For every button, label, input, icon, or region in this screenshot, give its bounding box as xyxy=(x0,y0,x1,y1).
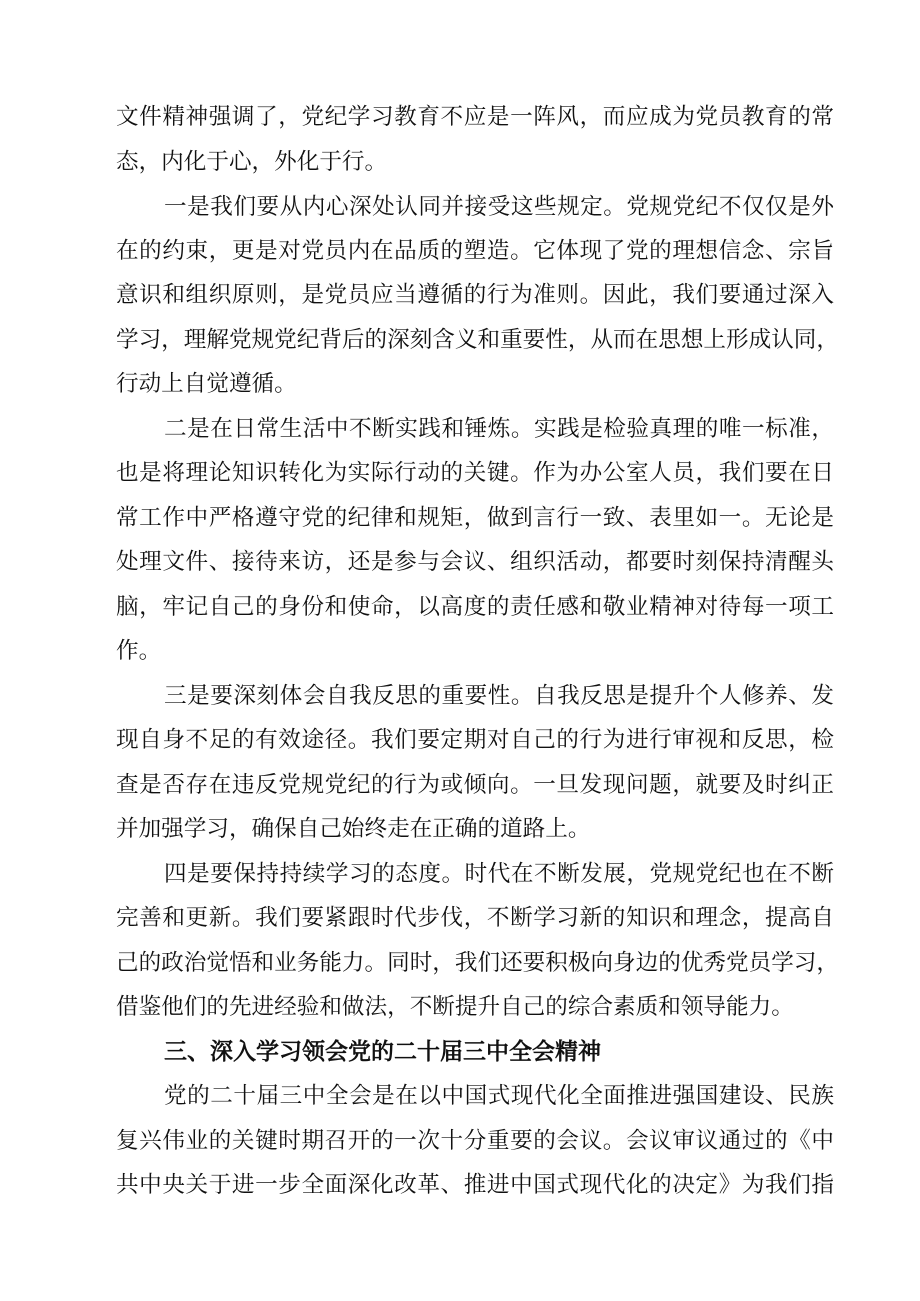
paragraph-1-line-2: 在的约束，更是对党员内在品质的塑造。它体现了党的理想信念、宗旨 xyxy=(116,238,834,264)
paragraph-5-line-2: 复兴伟业的关键时期召开的一次十分重要的会议。会议审议通过的《中 xyxy=(116,1128,834,1154)
paragraph-3-line-4: 并加强学习，确保自己始终走在正确的道路上。 xyxy=(116,816,591,842)
paragraph-3-line-2: 现自身不足的有效途径。我们要定期对自己的行为进行审视和反思，检 xyxy=(116,727,834,753)
paragraph-4-line-2: 完善和更新。我们要紧跟时代步伐，不断学习新的知识和理念，提高自 xyxy=(116,905,834,931)
paragraph-2-line-3: 常工作中严格遵守党的纪律和规矩，做到言行一致、表里如一。无论是 xyxy=(116,505,834,531)
paragraph-2-line-1: 二是在日常生活中不断实践和锤炼。实践是检验真理的唯一标准， xyxy=(164,416,834,442)
paragraph-4-line-3: 己的政治觉悟和业务能力。同时，我们还要积极向身边的优秀党员学习， xyxy=(116,950,839,976)
paragraph-2-line-6: 作。 xyxy=(116,638,162,664)
paragraph-3-line-3: 查是否存在违反党规党纪的行为或倾向。一旦发现问题，就要及时纠正 xyxy=(116,772,834,798)
paragraph-0-line-1: 文件精神强调了，党纪学习教育不应是一阵风，而应成为党员教育的常 xyxy=(116,104,834,130)
paragraph-5-line-1: 党的二十届三中全会是在以中国式现代化全面推进强国建设、民族 xyxy=(164,1083,834,1109)
paragraph-0-line-2: 态，内化于心，外化于行。 xyxy=(116,149,388,175)
paragraph-1-line-5: 行动上自觉遵循。 xyxy=(116,371,297,397)
paragraph-2-line-2: 也是将理论知识转化为实际行动的关键。作为办公室人员，我们要在日 xyxy=(116,460,834,486)
paragraph-4-line-1: 四是要保持持续学习的态度。时代在不断发展，党规党纪也在不断 xyxy=(164,861,834,887)
paragraph-5-line-3: 共中央关于进一步全面深化改革、推进中国式现代化的决定》为我们指 xyxy=(116,1172,834,1198)
paragraph-2-line-5: 脑，牢记自己的身份和使命，以高度的责任感和敬业精神对待每一项工 xyxy=(116,594,834,620)
paragraph-1-line-4: 学习，理解党规党纪背后的深刻含义和重要性，从而在思想上形成认同， xyxy=(116,327,839,353)
paragraph-2-line-4: 处理文件、接待来访，还是参与会议、组织活动，都要时刻保持清醒头 xyxy=(116,549,834,575)
paragraph-1-line-3: 意识和组织原则，是党员应当遵循的行为准则。因此，我们要通过深入 xyxy=(116,282,834,308)
section-heading: 三、深入学习领会党的二十届三中全会精神 xyxy=(164,1039,601,1065)
paragraph-1-line-1: 一是我们要从内心深处认同并接受这些规定。党规党纪不仅仅是外 xyxy=(164,194,834,220)
paragraph-3-line-1: 三是要深刻体会自我反思的重要性。自我反思是提升个人修养、发 xyxy=(164,683,834,709)
paragraph-4-line-4: 借鉴他们的先进经验和做法，不断提升自己的综合素质和领导能力。 xyxy=(116,994,794,1020)
